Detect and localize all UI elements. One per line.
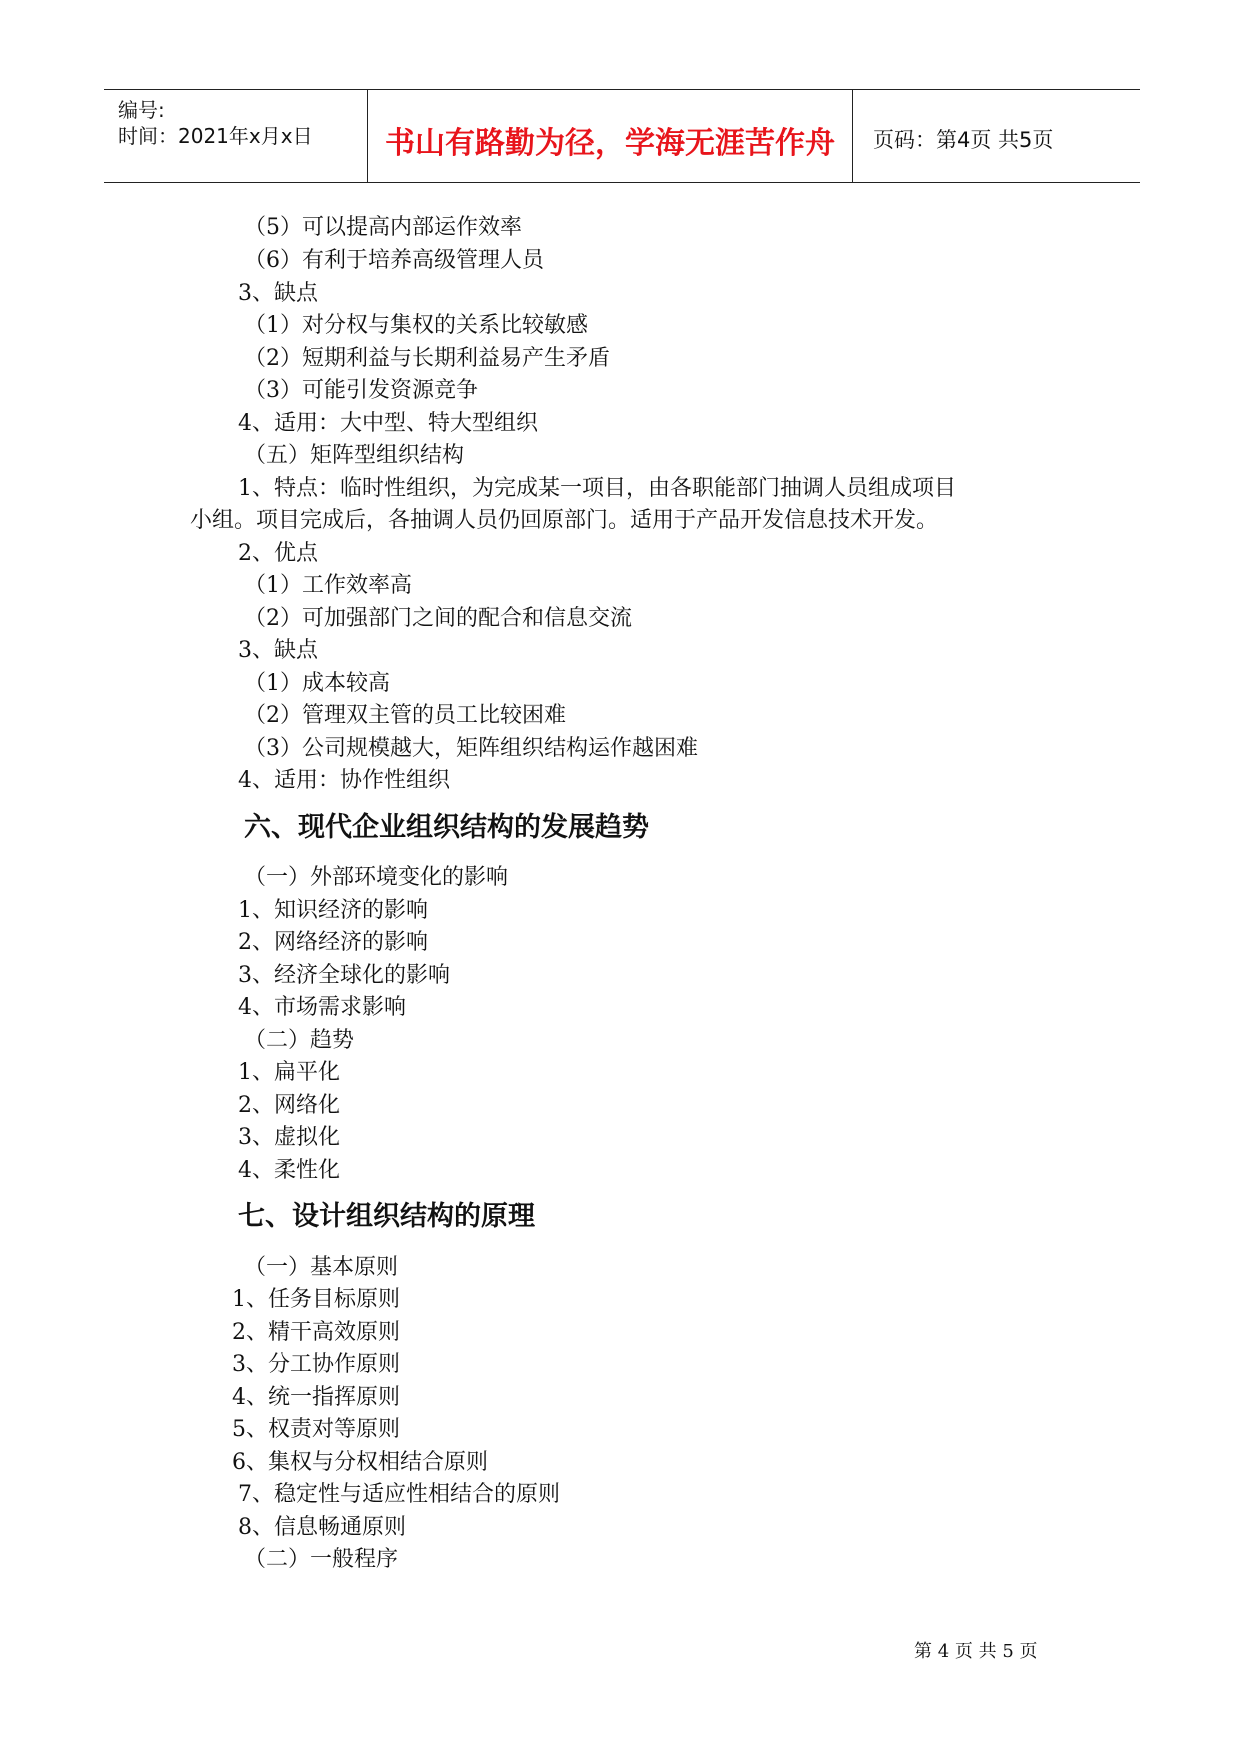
list-item: （1）成本较高 [244,671,390,696]
list-item: （2）可加强部门之间的配合和信息交流 [244,606,632,631]
list-item: 4、市场需求影响 [238,995,406,1020]
list-item: 5、权责对等原则 [232,1417,400,1442]
motto: 书山有路勤为径，学海无涯苦作舟 [385,126,835,161]
list-item: （2）管理双主管的员工比较困难 [244,703,566,728]
section-heading: （一）外部环境变化的影响 [244,865,509,890]
list-item: 1、知识经济的影响 [238,898,428,923]
page-info: 页码：第4页 共5页 [873,128,1054,152]
list-item: （3）可能引发资源竞争 [244,378,478,403]
list-item: 4、适用：大中型、特大型组织 [238,411,538,436]
list-item: 3、经济全球化的影响 [238,963,450,988]
section-heading: （五）矩阵型组织结构 [244,443,465,468]
list-item: （6）有利于培养高级管理人员 [244,248,544,273]
section-heading: （二）趋势 [244,1028,355,1053]
paragraph-line: 小组。项目完成后，各抽调人员仍回原部门。适用于产品开发信息技术开发。 [190,508,939,533]
list-item: 3、分工协作原则 [232,1352,400,1377]
list-item: （1）工作效率高 [244,573,412,598]
list-item: 8、信息畅通原则 [238,1515,406,1540]
header-center-cell [367,90,853,182]
header-left-cell [104,90,367,182]
list-item: 6、集权与分权相结合原则 [232,1450,488,1475]
list-item: 7、稳定性与适应性相结合的原则 [238,1482,560,1507]
list-item: 1、任务目标原则 [232,1287,400,1312]
chapter-heading: 七、设计组织结构的原理 [238,1201,535,1232]
list-item: （1）对分权与集权的关系比较敏感 [244,313,588,338]
list-item: 2、精干高效原则 [232,1320,400,1345]
paragraph-line: 1、特点：临时性组织，为完成某一项目，由各职能部门抽调人员组成项目 [238,476,956,501]
list-item: 3、缺点 [238,281,318,306]
section-heading: （二）一般程序 [244,1547,399,1572]
list-item: （5）可以提高内部运作效率 [244,215,522,240]
list-item: 3、虚拟化 [238,1125,340,1150]
list-item: 2、网络化 [238,1093,340,1118]
chapter-heading: 六、现代企业组织结构的发展趋势 [244,812,649,843]
time-label: 时间：2021年x月x日 [118,124,313,148]
list-item: 4、统一指挥原则 [232,1385,400,1410]
list-item: （3）公司规模越大，矩阵组织结构运作越困难 [244,736,698,761]
list-item: （2）短期利益与长期利益易产生矛盾 [244,346,610,371]
list-item: 2、网络经济的影响 [238,930,428,955]
page-header [104,89,1140,183]
page-footer: 第 4 页 共 5 页 [914,1641,1038,1662]
list-item: 4、适用：协作性组织 [238,768,450,793]
section-heading: （一）基本原则 [244,1255,399,1280]
header-right-cell [853,90,1140,182]
code-label: 编号: [118,98,165,122]
list-item: 4、柔性化 [238,1158,340,1183]
list-item: 1、扁平化 [238,1060,340,1085]
list-item: 2、优点 [238,541,318,566]
list-item: 3、缺点 [238,638,318,663]
